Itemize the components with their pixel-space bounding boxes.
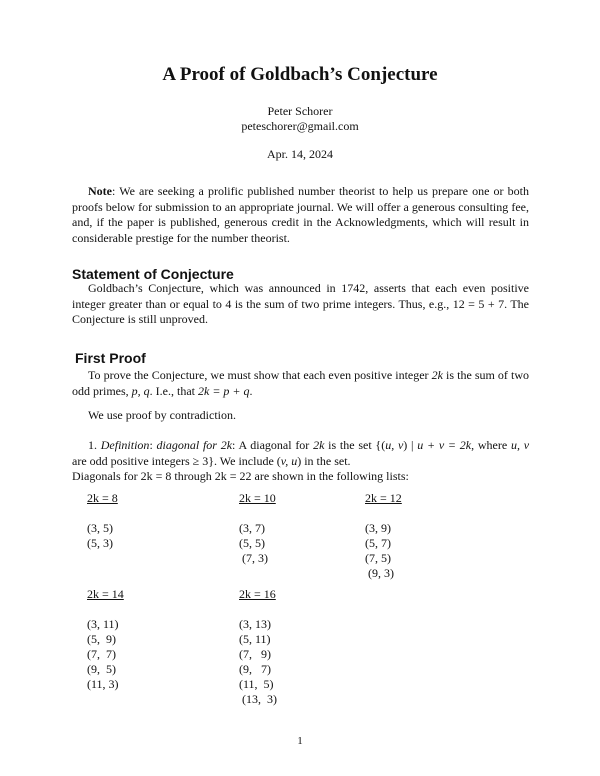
- p1-pq: p, q: [131, 383, 150, 398]
- diagonal-pair: (9, 3): [365, 566, 394, 580]
- diagonal-header: 2k = 12: [365, 491, 402, 505]
- p1-2k: 2k: [431, 368, 443, 382]
- statement-paragraph: [72, 281, 529, 328]
- diagonal-pair: (11, 5): [239, 677, 274, 691]
- diagonal-pair: (9, 5): [87, 662, 116, 676]
- diagonal-header: 2k = 16: [239, 587, 276, 601]
- p1-text-c: . I.e., that: [149, 383, 198, 398]
- diagonal-list-8: [87, 491, 118, 551]
- diagonal-pair: (7, 9): [239, 647, 271, 661]
- first-proof-paragraph-2: [72, 408, 529, 424]
- diagonal-pair: (9, 7): [239, 662, 271, 676]
- def-uv-2: u, v: [510, 438, 530, 452]
- def-condition: u + v = 2k: [417, 438, 472, 452]
- p1-text-d: .: [249, 383, 253, 398]
- def-vu: v, u: [280, 453, 298, 468]
- def-text-f: ) in the set.: [297, 453, 351, 468]
- diagonal-pair: (7, 3): [239, 551, 268, 565]
- diagonal-list-12: [365, 491, 402, 581]
- p1-text-b: is the sum of two odd primes,: [72, 368, 529, 398]
- definition-paragraph: [72, 438, 529, 485]
- statement-heading: Statement of Conjecture: [72, 266, 234, 282]
- def-text-c: ) |: [403, 438, 418, 452]
- def-text-d: , where: [471, 438, 511, 452]
- lists-intro: Diagonals for 2k = 8 through 2k = 22 are shown in the following lists:: [72, 469, 409, 483]
- diagonal-pair: (3, 11): [87, 617, 119, 631]
- first-proof-paragraph-1: [72, 368, 529, 399]
- diagonal-pair: (13, 3): [239, 692, 277, 706]
- author-name: Peter Schorer: [267, 104, 333, 118]
- first-proof-heading: First Proof: [75, 350, 146, 366]
- diagonal-pair: (3, 7): [239, 521, 265, 535]
- def-term: diagonal for 2k: [156, 438, 233, 452]
- diagonal-pair: (5, 11): [239, 632, 271, 646]
- note-text: : We are seeking a prolific published number theorist to help us prepare one or both proofs below for submission to an appropriate journal. We will offer a generous consulting fee, and, if the paper is published, generous credit in the Acknowledgments, which will result in considerable prestige for the number theorist.: [72, 184, 529, 245]
- def-text-a: : A diagonal for: [232, 438, 314, 452]
- paper-date: Apr. 14, 2024: [267, 147, 333, 161]
- def-2k: 2k: [313, 438, 325, 452]
- def-text-e: are odd positive integers ≥ 3}. We include (: [72, 453, 281, 468]
- author-email: peteschorer@gmail.com: [241, 119, 359, 133]
- page-number: 1: [297, 735, 303, 747]
- diagonal-header: 2k = 8: [87, 491, 118, 505]
- paper-title: A Proof of Goldbach’s Conjecture: [162, 64, 438, 85]
- author-block: [0, 104, 600, 134]
- diagonal-header: 2k = 10: [239, 491, 276, 505]
- statement-text: Goldbach’s Conjecture, which was announced in 1742, asserts that each even positive integer greater than or equal to 4 is the sum of two prime integers. Thus, e.g., 12 = 5 + 7. The Conjecture is still unproved.: [72, 281, 529, 326]
- diagonal-pair: (5, 7): [365, 536, 391, 550]
- diagonal-pair: (5, 9): [87, 632, 116, 646]
- diagonal-header: 2k = 14: [87, 587, 124, 601]
- def-number: 1.: [88, 438, 101, 452]
- p2-text: We use proof by contradiction.: [88, 408, 236, 422]
- diagonal-pair: (11, 3): [87, 677, 119, 691]
- diagonal-list-16: [239, 587, 277, 707]
- diagonal-pair: (3, 13): [239, 617, 271, 631]
- def-text-b: is the set {(: [324, 438, 386, 452]
- diagonal-pair: (3, 9): [365, 521, 391, 535]
- diagonal-list-14: [87, 587, 124, 692]
- note-label: Note: [88, 184, 112, 198]
- def-colon: :: [149, 438, 157, 452]
- p1-text-a: To prove the Conjecture, we must show that each even positive integer: [88, 368, 432, 382]
- diagonal-pair: (7, 5): [365, 551, 391, 565]
- diagonal-pair: (7, 7): [87, 647, 116, 661]
- diagonal-list-10: [239, 491, 276, 566]
- def-uv: u, v: [385, 438, 404, 452]
- note-paragraph: [72, 184, 529, 246]
- def-label: Definition: [100, 438, 150, 452]
- diagonal-pair: (5, 3): [87, 536, 113, 550]
- diagonal-pair: (3, 5): [87, 521, 113, 535]
- p1-equation: 2k = p + q: [198, 383, 250, 398]
- diagonal-pair: (5, 5): [239, 536, 265, 550]
